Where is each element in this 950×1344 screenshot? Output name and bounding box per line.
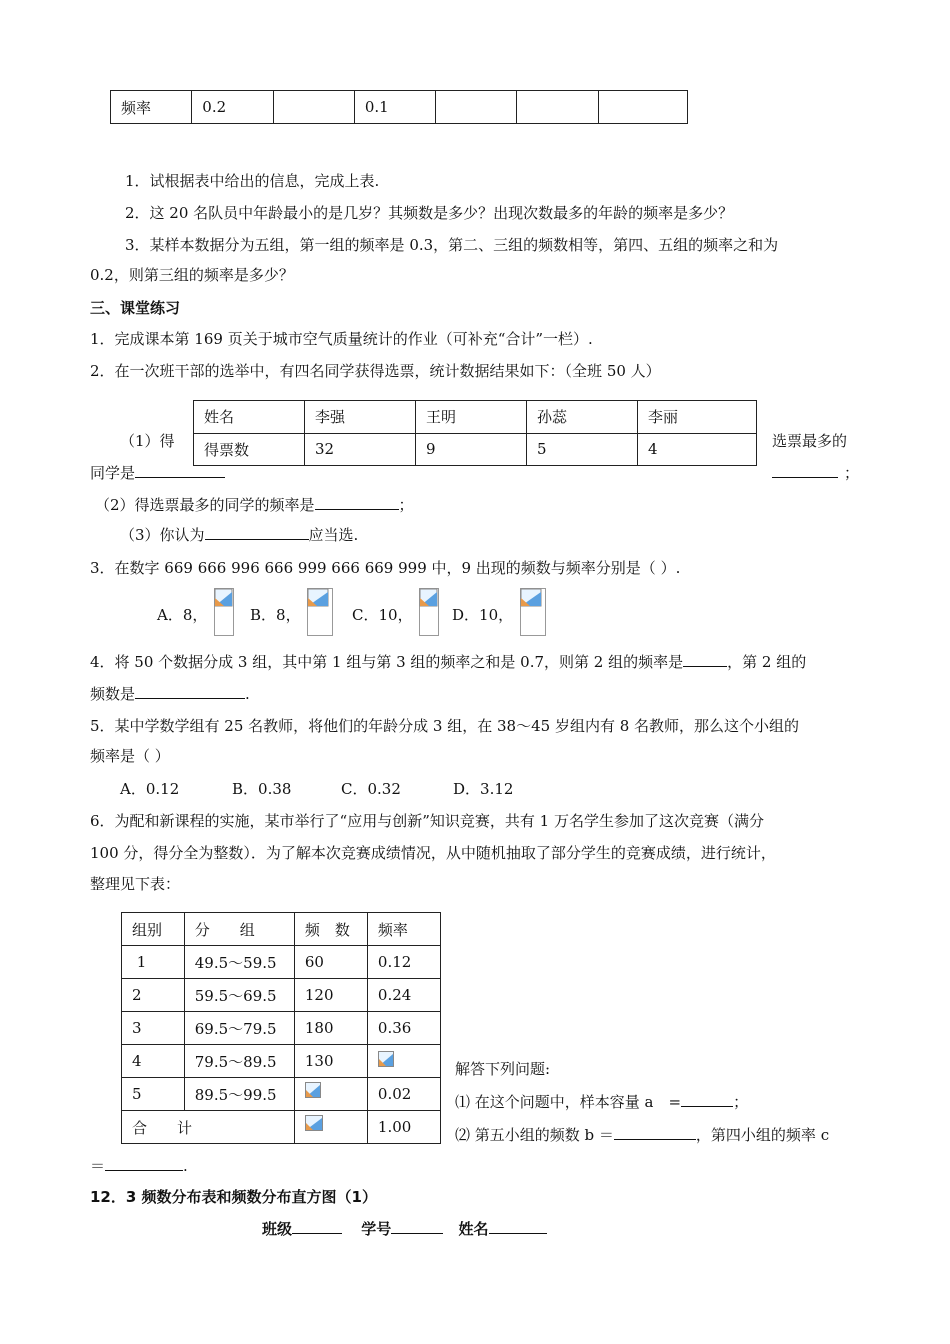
practice-2-3 — [120, 524, 358, 545]
table-cell: 60 — [294, 946, 367, 979]
student-info-row — [262, 1218, 547, 1239]
practice-5-option-c[interactable]: C．0.32 — [341, 780, 401, 798]
fraction-image-icon — [419, 588, 439, 636]
table-cell — [436, 91, 517, 124]
question-1: 1．试根据表中给出的信息，完成上表. — [125, 172, 380, 190]
class-blank[interactable] — [292, 1219, 342, 1234]
table-header-cell: 频率 — [367, 913, 440, 946]
table-cell: 49.5～59.5 — [184, 946, 294, 979]
question-3-line-2: 0.2，则第三组的频率是多少？ — [90, 266, 294, 284]
practice-6-line-3: 整理见下表： — [90, 875, 181, 893]
table-cell — [517, 91, 598, 124]
table-cell — [294, 1078, 367, 1111]
practice-5-line-1: 5．某中学数学组有 25 名教师，将他们的年龄分成 3 组，在 38～45 岁组内有 8 名教师，那么这个小组的 — [90, 717, 800, 735]
practice-4-line-1 — [90, 651, 806, 672]
image-placeholder-icon — [305, 1115, 323, 1131]
name-blank[interactable] — [489, 1219, 547, 1234]
table-cell: 120 — [294, 979, 367, 1012]
answer-2 — [455, 1124, 829, 1145]
text: . — [183, 1157, 188, 1175]
text: 应当选. — [308, 526, 359, 544]
option-label: C．10， — [352, 606, 413, 624]
practice-2-1-right: 选票最多的 — [772, 432, 848, 450]
practice-2-1-line-2 — [90, 462, 225, 483]
answer-blank[interactable] — [135, 684, 245, 699]
answer-blank[interactable] — [772, 463, 838, 478]
practice-2-1-left: （1）得 — [120, 432, 175, 450]
practice-2: 2．在一次班干部的选举中，有四名同学获得选票，统计数据结果如下：（全班 50 人） — [90, 362, 661, 380]
table-cell: 孙蕊 — [527, 401, 638, 434]
practice-5-option-a[interactable]: A．0.12 — [120, 780, 180, 798]
practice-5-option-b[interactable]: B．0.38 — [232, 780, 292, 798]
image-placeholder-icon — [378, 1051, 394, 1067]
section-heading: 三、课堂练习 — [90, 299, 181, 317]
practice-3: 3．在数字 669 666 996 666 999 666 669 999 中，9 出现的频数与频率分别是（ ）. — [90, 559, 681, 577]
table-cell: 9 — [416, 433, 527, 466]
fraction-image-icon — [214, 588, 234, 636]
practice-4-line-2 — [90, 683, 250, 704]
id-blank[interactable] — [391, 1219, 443, 1234]
text: 同学是 — [90, 464, 136, 482]
practice-2-2 — [95, 494, 414, 515]
text: ⑴ 在这个问题中，样本容量 a = — [455, 1093, 682, 1111]
answer-blank[interactable] — [315, 495, 399, 510]
answer-heading: 解答下列问题: — [455, 1060, 551, 1078]
question-3-line-1: 3．某样本数据分为五组，第一组的频率是 0.3，第二、三组的频数相等，第四、五组的频率之和为 — [125, 236, 779, 254]
table-cell — [598, 91, 687, 124]
text: （2）得选票最多的同学的频率是 — [95, 496, 315, 514]
answer-blank[interactable] — [681, 1092, 733, 1107]
answer-blank[interactable] — [683, 652, 727, 667]
table-cell: 王明 — [416, 401, 527, 434]
table-cell: 0.02 — [367, 1078, 440, 1111]
table-cell: 4 — [638, 433, 757, 466]
table-cell: 180 — [294, 1012, 367, 1045]
practice-1: 1．完成课本第 169 页关于城市空气质量统计的作业（可补充“合计”一栏）. — [90, 330, 593, 348]
table-cell: 5 — [527, 433, 638, 466]
answer-1 — [455, 1091, 748, 1112]
table-cell: 4 — [122, 1045, 185, 1078]
table-cell: 得票数 — [194, 433, 305, 466]
text: ⑵ 第五小组的频数 b ＝ — [455, 1126, 614, 1144]
table-cell: 0.12 — [367, 946, 440, 979]
practice-2-1-blank-right — [772, 462, 859, 483]
answer-2-line-2 — [90, 1155, 188, 1176]
table-cell: 89.5～99.5 — [184, 1078, 294, 1111]
practice-6-line-1: 6．为配和新课程的实施，某市举行了“应用与创新”知识竞赛，共有 1 万名学生参加了这次竞赛（满分 — [90, 812, 764, 830]
text: ； — [733, 1093, 749, 1111]
answer-blank[interactable] — [105, 1156, 183, 1171]
option-label: D．10， — [452, 606, 514, 624]
table-cell: 2 — [122, 979, 185, 1012]
table-cell — [294, 1111, 367, 1144]
fraction-image-icon — [520, 588, 546, 636]
table-cell: 79.5～89.5 — [184, 1045, 294, 1078]
practice-3-option-a[interactable] — [157, 588, 234, 638]
name-label: 姓名 — [458, 1220, 489, 1238]
practice-5-line-2: 频率是（ ） — [90, 747, 170, 765]
text: ＝ — [90, 1157, 106, 1175]
id-label: 学号 — [361, 1220, 392, 1238]
table-cell: 1.00 — [367, 1111, 440, 1144]
practice-5-option-d[interactable]: D．3.12 — [453, 780, 514, 798]
table-cell: 合 计 — [122, 1111, 295, 1144]
option-label: A．8， — [157, 606, 208, 624]
text: （3）你认为 — [120, 526, 205, 544]
answer-blank[interactable] — [614, 1125, 696, 1140]
option-label: B．8， — [250, 606, 301, 624]
table-cell: 姓名 — [194, 401, 305, 434]
lesson-title: 12．3 频数分布表和频数分布直方图（1） — [90, 1188, 377, 1206]
table-cell: 69.5～79.5 — [184, 1012, 294, 1045]
table-cell: 32 — [305, 433, 416, 466]
fraction-image-icon — [307, 588, 333, 636]
practice-3-option-c[interactable] — [352, 588, 439, 638]
table-cell: 3 — [122, 1012, 185, 1045]
question-2: 2．这 20 名队员中年龄最小的是几岁？其频数是多少？出现次数最多的年龄的频率是多少？ — [125, 204, 734, 222]
table-cell: 0.2 — [192, 91, 273, 124]
table-cell: 130 — [294, 1045, 367, 1078]
table-cell: 0.24 — [367, 979, 440, 1012]
text: 频数是 — [90, 685, 136, 703]
answer-blank[interactable] — [135, 463, 225, 478]
table-cell: 0.36 — [367, 1012, 440, 1045]
table-cell: 1 — [122, 946, 185, 979]
table-cell: 0.1 — [354, 91, 435, 124]
table-cell: 59.5～69.5 — [184, 979, 294, 1012]
table-cell — [367, 1045, 440, 1078]
text: ； — [844, 464, 860, 482]
table-header-cell: 分 组 — [184, 913, 294, 946]
text: 4．将 50 个数据分成 3 组，其中第 1 组与第 3 组的频率之和是 0.7，则第 2 组的频率是 — [90, 653, 684, 671]
table-header-cell: 组别 — [122, 913, 185, 946]
table-header-cell: 频 数 — [294, 913, 367, 946]
practice-3-option-d[interactable] — [452, 588, 546, 638]
top-frequency-table — [110, 90, 688, 124]
table-cell: 频率 — [111, 91, 192, 124]
table-cell: 李丽 — [638, 401, 757, 434]
text: . — [245, 685, 250, 703]
answer-blank[interactable] — [205, 525, 309, 540]
practice-3-option-b[interactable] — [250, 588, 333, 638]
table-cell — [273, 91, 354, 124]
class-label: 班级 — [262, 1220, 293, 1238]
practice-6-line-2: 100 分，得分全为整数）．为了解本次竞赛成绩情况，从中随机抽取了部分学生的竞赛成绩，进行统计， — [90, 844, 776, 862]
text: ； — [398, 496, 414, 514]
frequency-distribution-table — [121, 912, 441, 1144]
text: ，第四小组的频率 c — [695, 1126, 830, 1144]
table-cell: 李强 — [305, 401, 416, 434]
table-cell: 5 — [122, 1078, 185, 1111]
vote-table — [193, 400, 757, 466]
text: ，第 2 组的 — [727, 653, 807, 671]
image-placeholder-icon — [305, 1082, 321, 1098]
